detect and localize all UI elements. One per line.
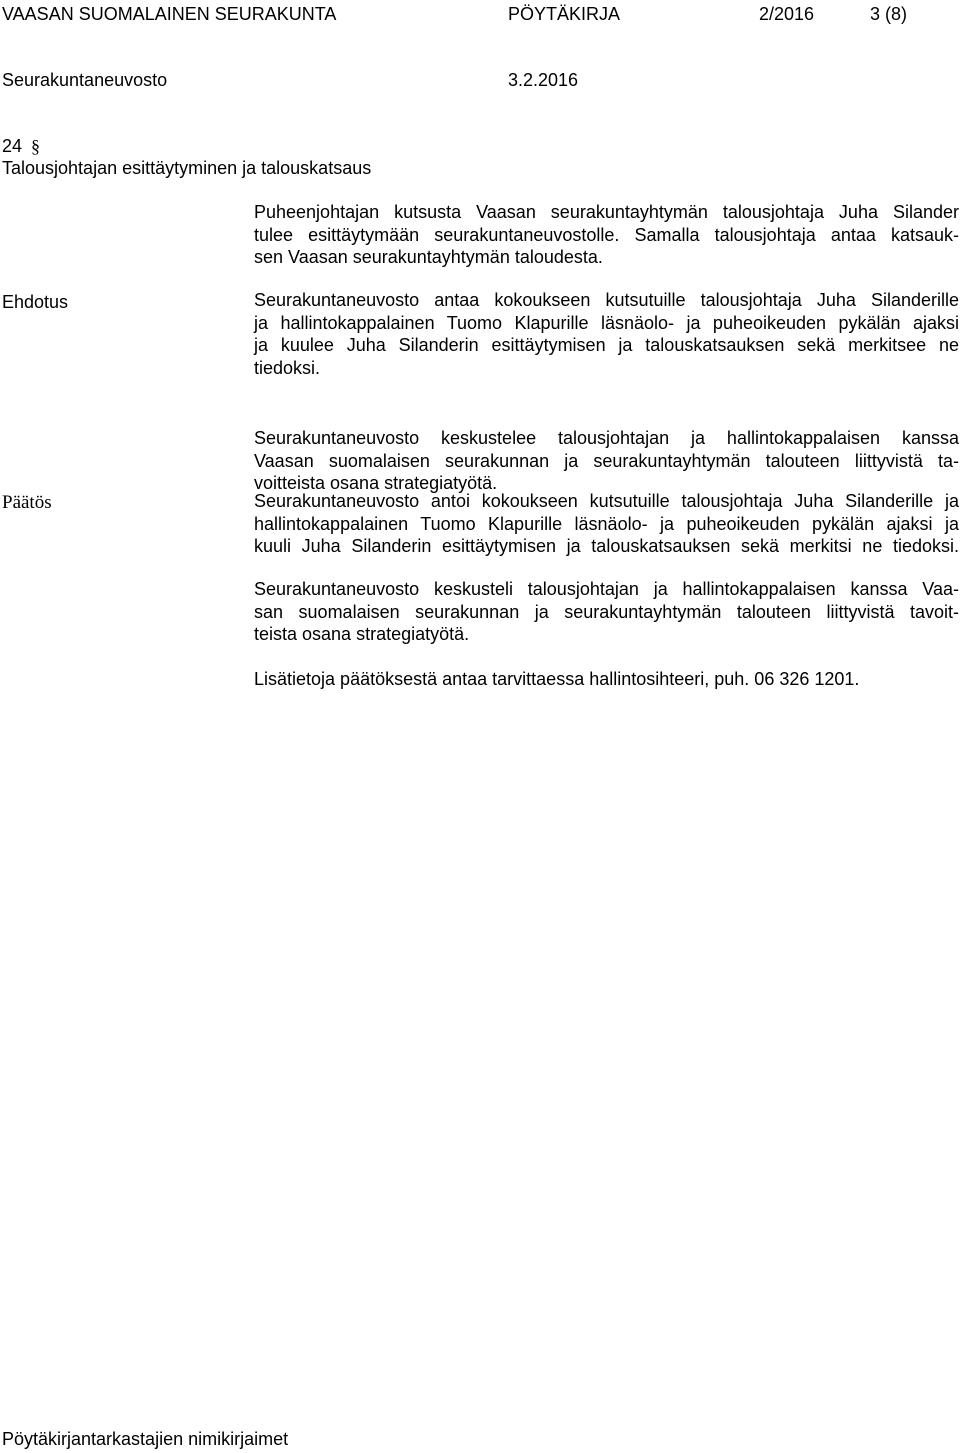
decision-paragraph-2 bbox=[254, 578, 959, 646]
section-symbol: § bbox=[31, 136, 41, 156]
intro-line: Puheenjohtajan kutsusta Vaasan seurakuntayhtymän talousjohtaja Juha Silander bbox=[254, 202, 959, 222]
proposal-line: Seurakuntaneuvosto antaa kokoukseen kutsutuille talousjohtaja Juha Silanderille bbox=[254, 290, 959, 310]
header-page: 3 (8) bbox=[870, 4, 908, 24]
decision-line: Seurakuntaneuvosto keskusteli talousjohtajan ja hallintokappalaisen kanssa Vaa- bbox=[254, 579, 959, 599]
proposal-line: Vaasan suomalaisen seurakunnan ja seurakuntayhtymän talouteen liittyvistä ta- bbox=[254, 450, 959, 471]
proposal-line: tiedoksi. bbox=[254, 357, 321, 378]
footer-signatures-label: Pöytäkirjantarkastajien nimikirjaimet bbox=[2, 1429, 289, 1449]
proposal-line: ja hallintokappalainen Tuomo Klapurille läsnäolo- ja puheoikeuden pykälän ajaksi bbox=[254, 312, 959, 333]
decision-line: san suomalaisen seurakunnan ja seurakuntayhtymän talouteen liittyvistä tavoit- bbox=[254, 601, 959, 622]
intro-paragraph bbox=[254, 201, 959, 269]
header-date: 3.2.2016 bbox=[508, 70, 579, 90]
decision-label: Päätös bbox=[2, 492, 52, 513]
decision-line: kuuli Juha Silanderin esittäytymisen ja talouskatsauksen sekä merkitsi ne tiedoksi. bbox=[254, 536, 959, 556]
proposal-paragraph-2 bbox=[254, 427, 959, 495]
proposal-line: ja kuulee Juha Silanderin esittäytymisen ja talouskatsauksen sekä merkitsee ne bbox=[254, 335, 959, 355]
decision-line: Seurakuntaneuvosto antoi kokoukseen kutsutuille talousjohtaja Juha Silanderille ja bbox=[254, 491, 959, 511]
section-title: Talousjohtajan esittäytyminen ja talouskatsaus bbox=[2, 158, 372, 178]
intro-line: tulee esittäytymään seurakuntaneuvostolle. Samalla talousjohtaja antaa katsauk- bbox=[254, 224, 959, 245]
section-number: 24 bbox=[2, 136, 23, 156]
proposal-paragraph-1 bbox=[254, 289, 959, 379]
decision-paragraph-1 bbox=[254, 490, 959, 558]
header-doc-number: 2/2016 bbox=[759, 4, 815, 24]
proposal-label: Ehdotus bbox=[2, 292, 69, 312]
header-body-name: Seurakuntaneuvosto bbox=[2, 70, 168, 90]
decision-line: teista osana strategiatyötä. bbox=[254, 624, 470, 644]
decision-line: hallintokappalainen Tuomo Klapurille läsnäolo- ja puheoikeuden pykälän ajaksi ja bbox=[254, 513, 959, 534]
section-heading-number bbox=[2, 137, 40, 155]
intro-line: sen Vaasan seurakuntayhtymän taloudesta. bbox=[254, 247, 603, 267]
header-organization: VAASAN SUOMALAINEN SEURAKUNTA bbox=[2, 4, 337, 24]
proposal-line: Seurakuntaneuvosto keskustelee talousjohtajan ja hallintokappalaisen kanssa bbox=[254, 428, 959, 448]
decision-info: Lisätietoja päätöksestä antaa tarvittaessa hallintosihteeri, puh. 06 326 1201. bbox=[254, 669, 860, 689]
header-doc-type: PÖYTÄKIRJA bbox=[508, 4, 621, 24]
proposal-line: voitteista osana strategiatyötä. bbox=[254, 473, 498, 493]
